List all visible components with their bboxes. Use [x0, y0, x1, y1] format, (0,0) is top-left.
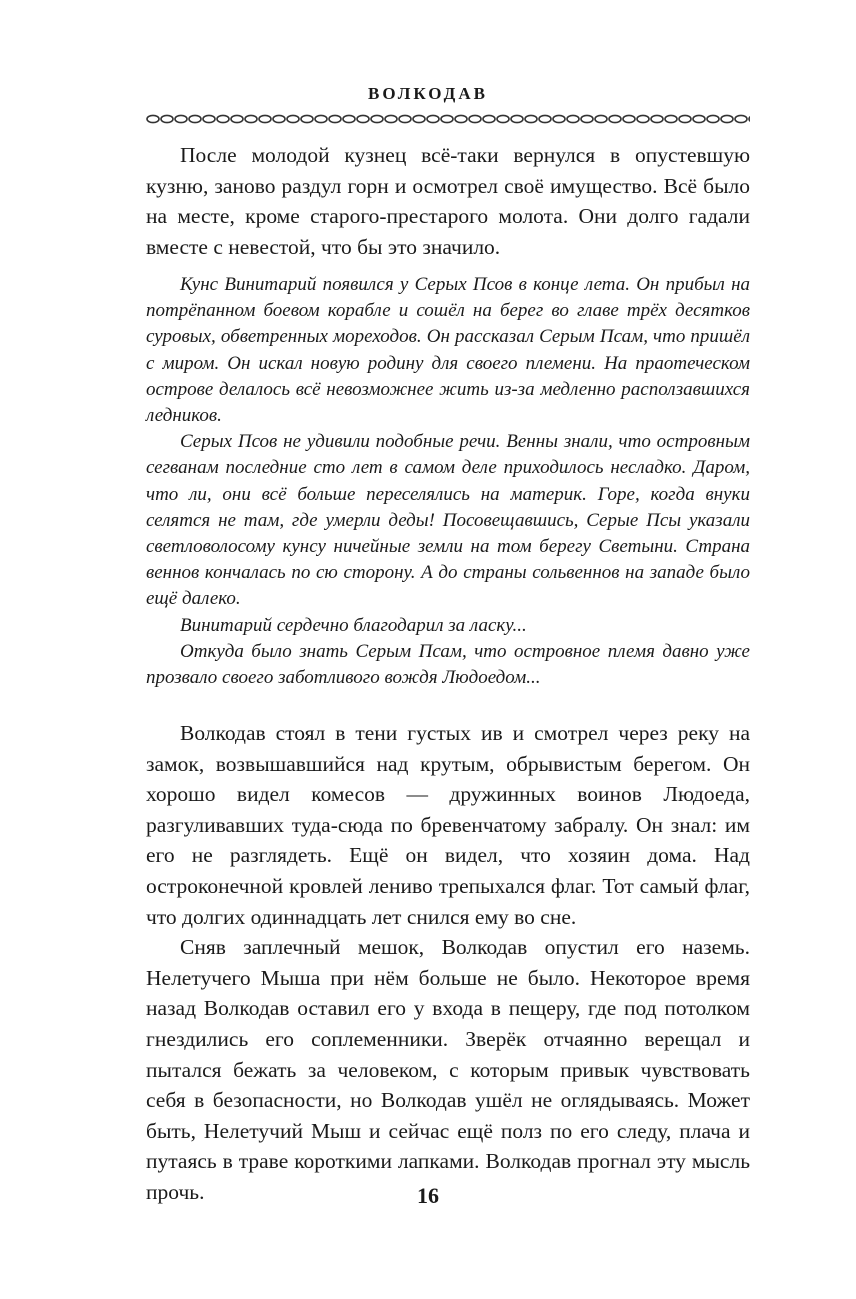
running-header: ВОЛКОДАВ [368, 84, 488, 103]
paragraph: Сняв заплечный мешок, Волкодав опустил его наземь. Нелетучего Мыша при нём больше не было. Некоторое время назад Волкодав оставил его у входа в пещеру, где под потолком гнездились его соплеменники. Зверёк отчаянно верещал и пытался бежать за человеком, с которым привык чувствовать себя в безопасности, но Волкодав ушёл не оглядываясь. Может быть, Нелетучий Мыш и сейчас ещё полз по его следу, плача и путаясь в траве короткими лапками. Волкодав прогнал эту мысль прочь. [146, 935, 750, 1204]
page-number: 16 [417, 1183, 439, 1208]
paragraph: Откуда было знать Серым Псам, что островное племя давно уже прозвало своего заботливого вождя Людоедом... [146, 640, 750, 689]
chain-ornament-divider [146, 112, 750, 126]
paragraph: Кунс Винитарий появился у Серых Псов в конце лета. Он прибыл на потрёпанном боевом корабле и сошёл на берег во главе трёх десятков суровых, обветренных мореходов. Он рассказал Серым Псам, что пришёл с миром. Он искал новую родину для своего племени. На праотеческом острове делалось всё невозможнее жить из-за медленно расползавшихся ледников. [146, 274, 750, 427]
paragraph: Волкодав стоял в тени густых ив и смотрел через реку на замок, возвышавшийся над крутым, обрывистым берегом. Он хорошо видел комесов — дружинных воинов Людоеда, разгуливавших туда-сюда по бревенчатому забралу. Он знал: им его не разглядеть. Ещё он видел, что хозяин дома. Над остроконечной кровлей лениво трепыхался флаг. Тот самый флаг, что долгих одиннадцать лет снился ему во сне. [146, 721, 750, 929]
paragraph: Серых Псов не удивили подобные речи. Венны знали, что островным сегванам последние сто лет в самом деле приходилось несладко. Даром, что ли, они всё больше переселялись на материк. Горе, когда внуки селятся не там, где умерли деды! Посовещавшись, Серые Псы указали светловолосому кунсу ничейные земли на том берегу Светыни. Страна веннов кончалась по сю сторону. А до страны сольвеннов на западе было ещё далеко. [146, 431, 750, 610]
paragraph: Винитарий сердечно благодарил за ласку... [180, 614, 527, 636]
italic-legend-block [146, 272, 750, 691]
paragraph: После молодой кузнец всё-таки вернулся в опустевшую кузню, заново раздул горн и осмотрел своё имущество. Всё было на месте, кроме старого-престарого молота. Они долго гадали вместе с невестой, что бы это значило. [146, 143, 750, 259]
opening-paragraph-block [146, 140, 750, 262]
main-narrative-block [146, 718, 750, 1208]
